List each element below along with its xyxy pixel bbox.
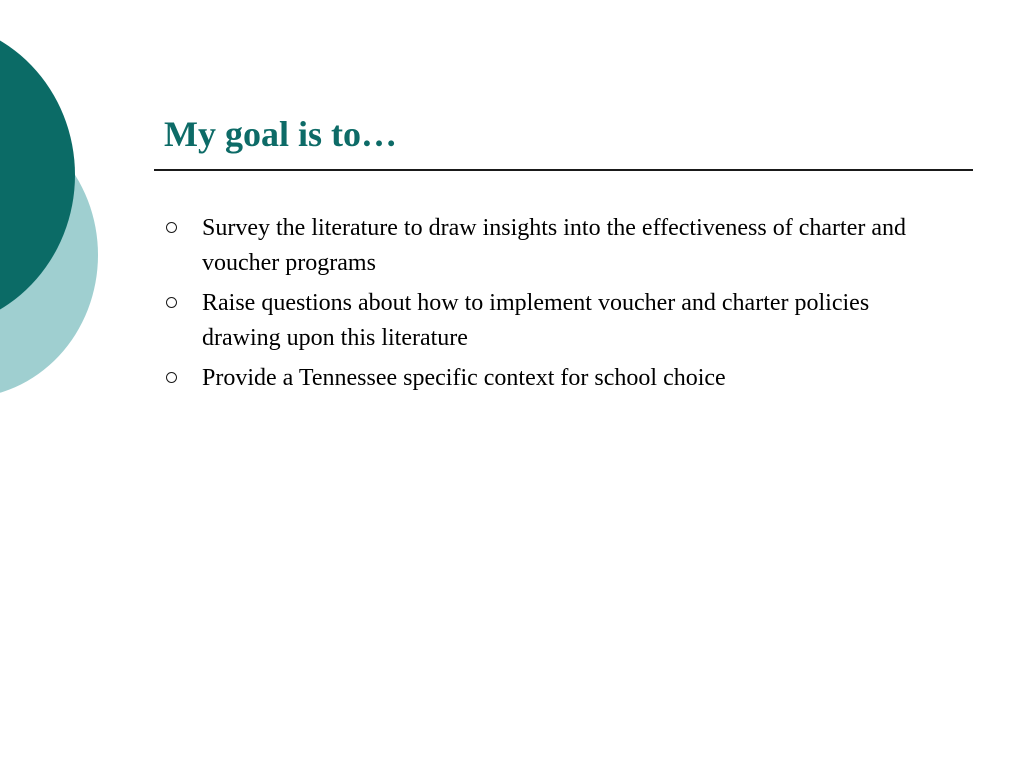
hollow-circle-bullet-icon bbox=[166, 222, 177, 233]
title-divider bbox=[154, 169, 973, 171]
bullet-text: Provide a Tennessee specific context for school choice bbox=[202, 365, 726, 391]
hollow-circle-bullet-icon bbox=[166, 297, 177, 308]
bullet-item bbox=[164, 286, 924, 356]
bullet-item bbox=[164, 361, 924, 396]
bullet-text: Raise questions about how to implement voucher and charter policies drawing upon this literature bbox=[202, 290, 870, 351]
hollow-circle-bullet-icon bbox=[166, 372, 177, 383]
slide-title: My goal is to… bbox=[164, 114, 397, 154]
bullet-list bbox=[164, 211, 924, 401]
bullet-item bbox=[164, 211, 924, 281]
bullet-text: Survey the literature to draw insights into the effectiveness of charter and voucher programs bbox=[202, 215, 906, 276]
